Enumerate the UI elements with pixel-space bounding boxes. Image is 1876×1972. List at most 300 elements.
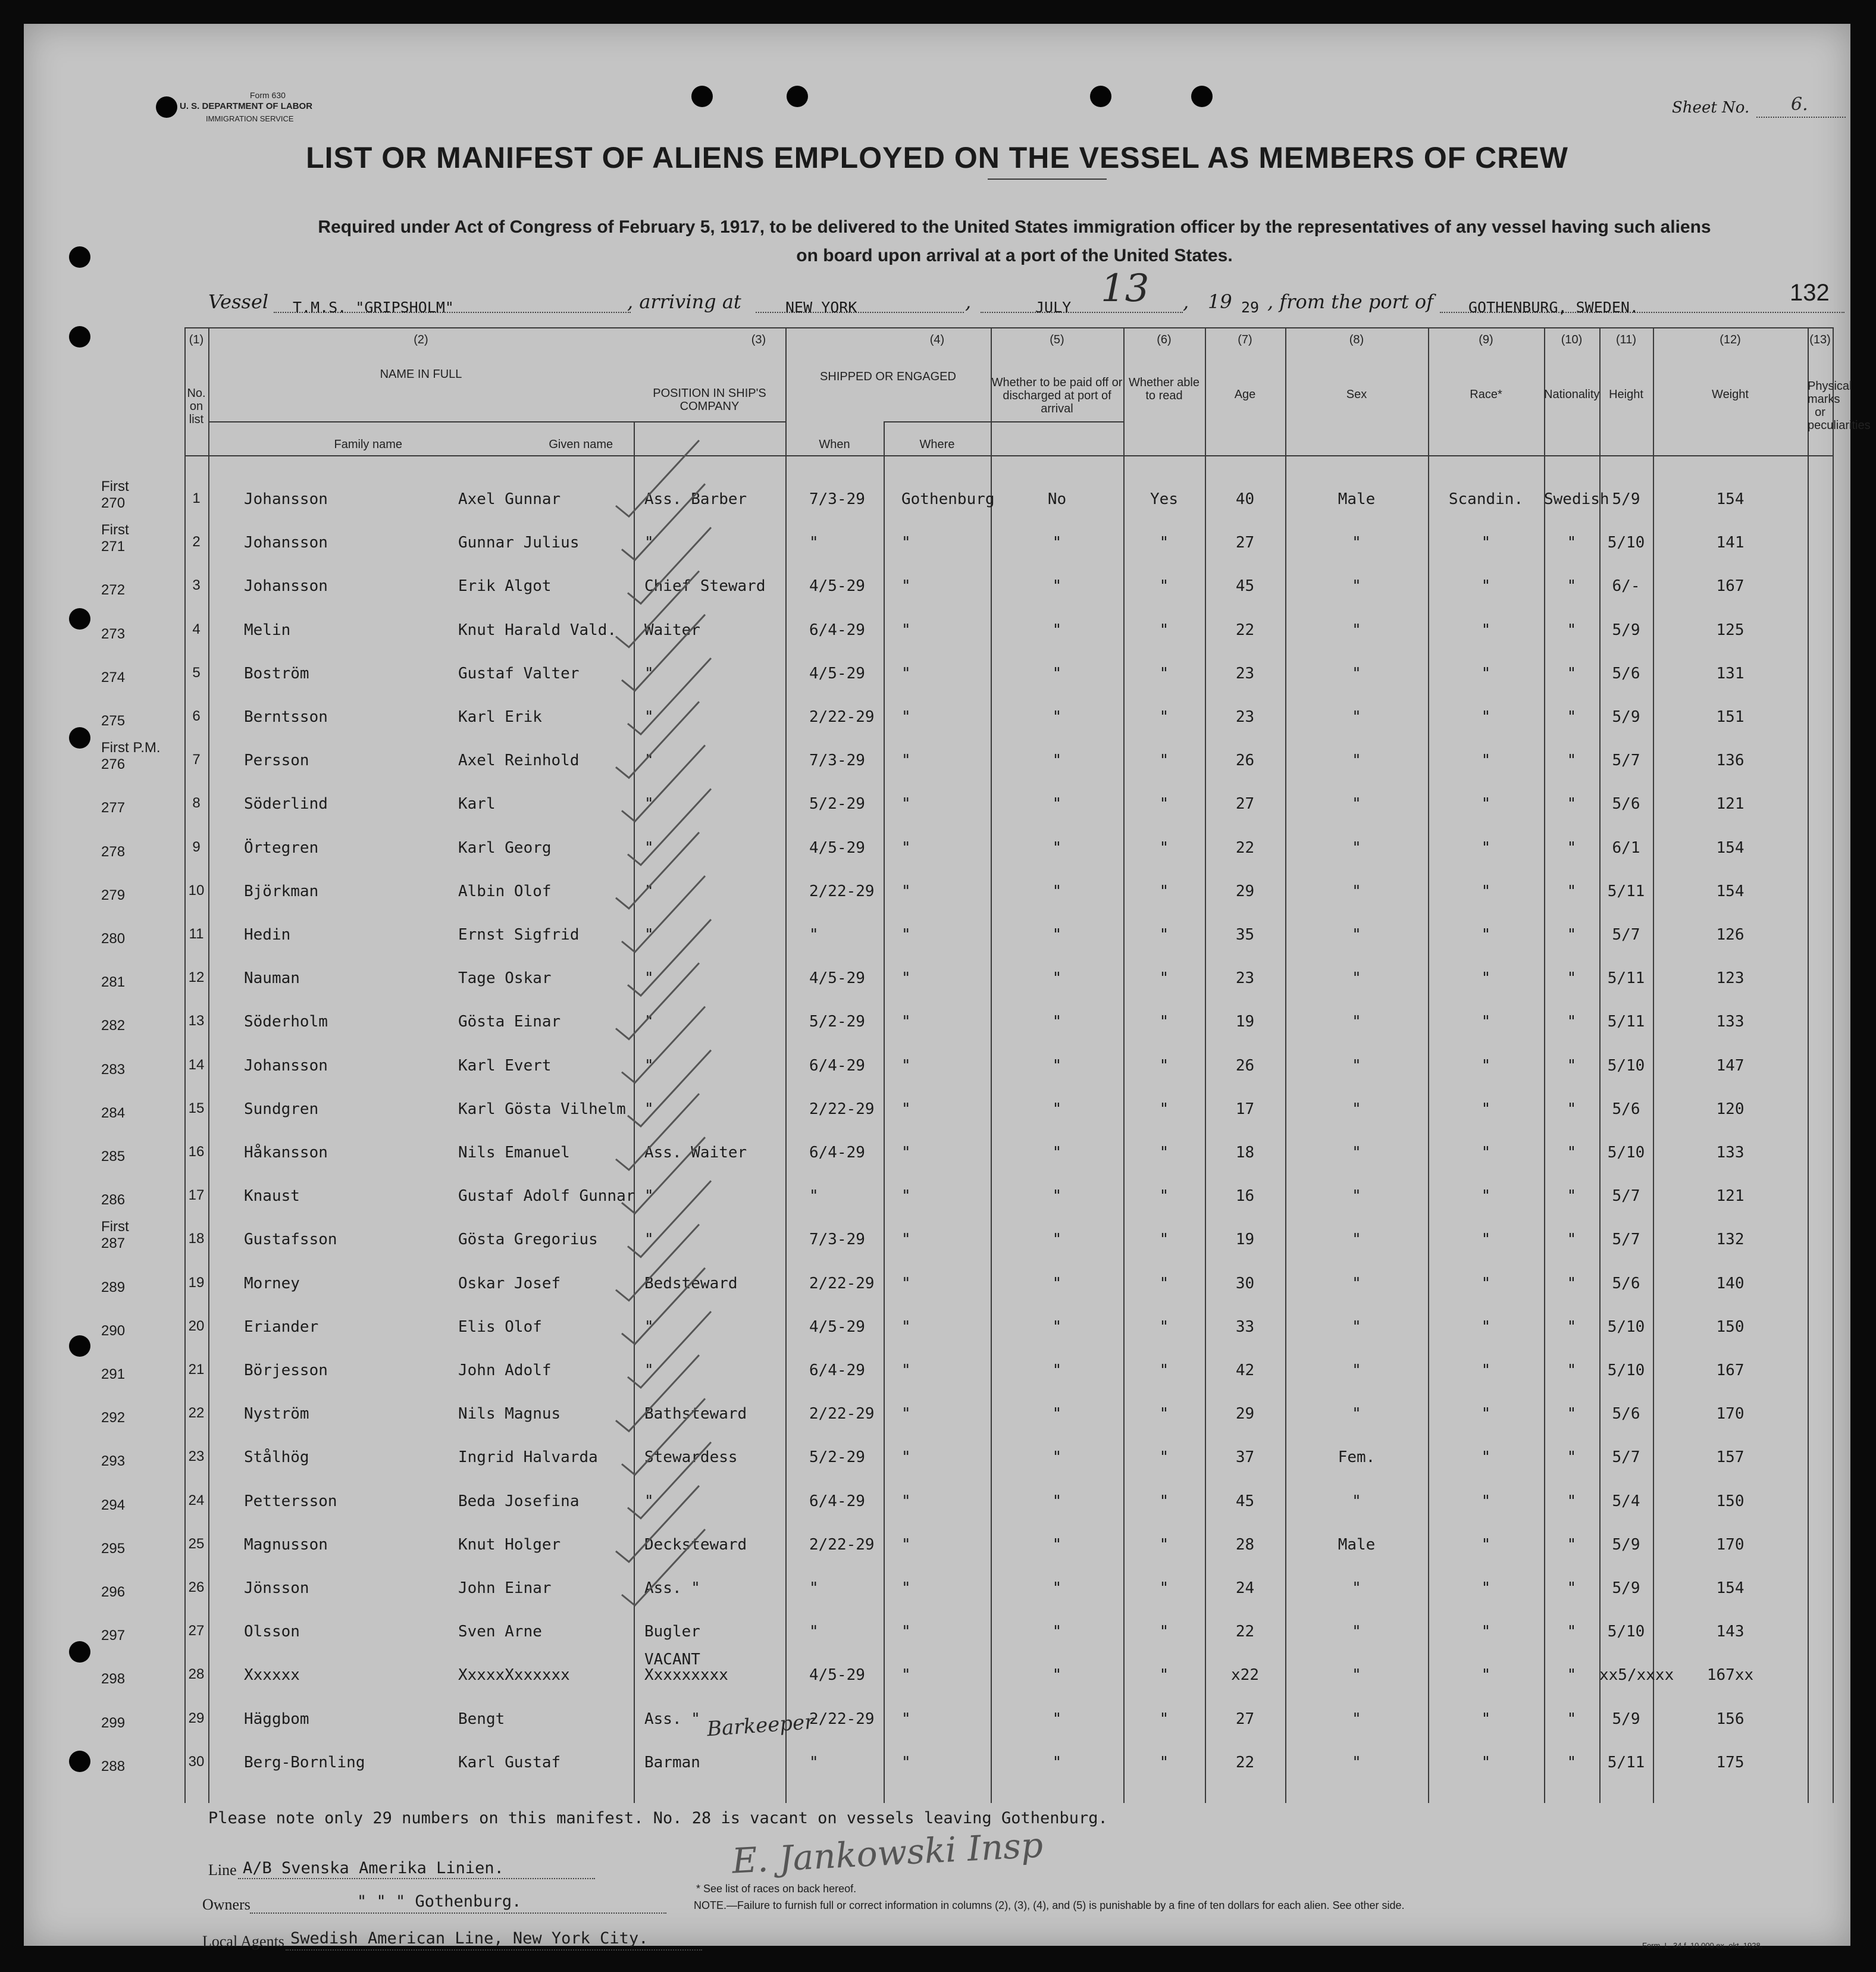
age: 28: [1235, 1535, 1255, 1554]
header-where: Where: [919, 438, 955, 451]
nationality: Swedish: [1544, 490, 1609, 508]
family-name: Söderholm: [244, 1013, 328, 1031]
header-paid-off: Whether to be paid off or discharged at port of arrival: [991, 376, 1123, 415]
nationality: ": [1567, 882, 1577, 900]
margin-number: 287: [101, 1235, 126, 1252]
margin-number: 274: [101, 669, 126, 685]
able-to-read: ": [1159, 708, 1169, 726]
height: 5/11: [1607, 969, 1645, 988]
given-name: Gösta Gregorius: [458, 1231, 598, 1249]
ship-position: ": [644, 1231, 654, 1249]
height: 5/9: [1612, 490, 1640, 508]
given-name: Ernst Sigfrid: [458, 926, 580, 944]
header-no-on-list: No. on list: [187, 387, 206, 426]
shipped-where: ": [901, 1710, 911, 1728]
nationality: ": [1567, 621, 1577, 639]
ship-position: ": [644, 969, 654, 988]
given-name: Karl Evert: [458, 1056, 552, 1075]
column-number: (13): [1809, 333, 1831, 346]
weight: 120: [1716, 1100, 1745, 1118]
nationality: ": [1567, 1535, 1577, 1554]
weight: 125: [1716, 621, 1745, 639]
family-name: Berntsson: [244, 708, 328, 726]
paid-off: ": [1052, 577, 1062, 596]
race: ": [1481, 664, 1491, 683]
sex: ": [1352, 1144, 1361, 1162]
margin-number: 288: [101, 1758, 126, 1774]
height: 5/11: [1607, 1753, 1645, 1771]
race: ": [1481, 1361, 1491, 1379]
able-to-read: ": [1159, 1579, 1169, 1597]
nationality: ": [1567, 1274, 1577, 1292]
nationality: ": [1567, 1013, 1577, 1031]
row-number: 7: [192, 752, 201, 768]
paid-off: ": [1052, 838, 1062, 857]
nationality: ": [1567, 752, 1577, 770]
sex: Male: [1338, 1535, 1376, 1554]
height: 5/6: [1612, 664, 1640, 683]
given-name: John Adolf: [458, 1361, 552, 1379]
margin-number: 291: [101, 1366, 126, 1382]
able-to-read: ": [1159, 1187, 1169, 1206]
sex: ": [1352, 577, 1361, 596]
header-physical-marks: Physical marks or peculiarities: [1808, 380, 1871, 432]
row-number: 6: [192, 708, 201, 724]
row-number: 23: [188, 1448, 205, 1465]
row-number: 15: [188, 1100, 205, 1116]
row-number: 24: [188, 1492, 205, 1508]
weight: 154: [1716, 882, 1745, 900]
race: ": [1481, 708, 1491, 726]
weight: 156: [1716, 1710, 1745, 1728]
inspector-signature: E. Jankowski Insp: [731, 1824, 1044, 1882]
column-number: (8): [1349, 333, 1364, 346]
punch-hole: [69, 727, 90, 749]
nationality: ": [1567, 1144, 1577, 1162]
weight: 141: [1716, 534, 1745, 552]
margin-number: 293: [101, 1453, 126, 1470]
paid-off: ": [1052, 1100, 1062, 1118]
shipped-when: 6/4-29: [809, 621, 865, 639]
nationality: ": [1567, 1623, 1577, 1641]
column-rule: [884, 421, 885, 1803]
nationality: ": [1567, 1056, 1577, 1075]
weight: 170: [1716, 1535, 1745, 1554]
weight: 133: [1716, 1013, 1745, 1031]
age: 26: [1235, 752, 1255, 770]
shipped-where: ": [901, 1492, 911, 1510]
header-height: Height: [1609, 388, 1643, 401]
height: 5/7: [1612, 1448, 1640, 1467]
column-rule: [1833, 327, 1834, 1803]
paid-off: ": [1052, 1710, 1062, 1728]
given-name: Elis Olof: [458, 1317, 542, 1336]
height: 5/9: [1612, 621, 1640, 639]
able-to-read: ": [1159, 1623, 1169, 1641]
paid-off: ": [1052, 1753, 1062, 1771]
paid-off: ": [1052, 1492, 1062, 1510]
nationality: ": [1567, 534, 1577, 552]
shipped-where: ": [901, 577, 911, 596]
paid-off: ": [1052, 1317, 1062, 1336]
race: ": [1481, 882, 1491, 900]
shipped-when: ": [809, 1753, 819, 1771]
sex: ": [1352, 1013, 1361, 1031]
nationality: ": [1567, 1710, 1577, 1728]
race: ": [1481, 926, 1491, 944]
sex: ": [1352, 534, 1361, 552]
age: 23: [1235, 664, 1255, 683]
weight: 154: [1716, 838, 1745, 857]
race: ": [1481, 1274, 1491, 1292]
sex: ": [1352, 1405, 1361, 1423]
weight: 154: [1716, 490, 1745, 508]
shipped-when: ": [809, 926, 819, 944]
sheet-label: Sheet No.: [1672, 99, 1750, 117]
paid-off: ": [1052, 1056, 1062, 1075]
header-age: Age: [1234, 388, 1256, 401]
nationality: ": [1567, 1753, 1577, 1771]
race: ": [1481, 1753, 1491, 1771]
nationality: ": [1567, 708, 1577, 726]
height: 5/9: [1612, 1710, 1640, 1728]
margin-number: 292: [101, 1410, 126, 1426]
shipped-where: ": [901, 969, 911, 988]
margin-number: 286: [101, 1192, 126, 1209]
height: 5/10: [1607, 1361, 1645, 1379]
check-mark: [616, 963, 699, 1039]
age: 33: [1235, 1317, 1255, 1336]
able-to-read: ": [1159, 1317, 1169, 1336]
given-name: Sven Arne: [458, 1623, 542, 1641]
given-name: Knut Holger: [458, 1535, 561, 1554]
header-family-name: Family name: [334, 438, 402, 451]
family-name: Nyström: [244, 1405, 309, 1423]
nationality: ": [1567, 577, 1577, 596]
nationality: ": [1567, 1666, 1577, 1685]
shipped-when: 2/22-29: [809, 1100, 875, 1118]
punch-hole: [69, 246, 90, 268]
row-number: 17: [188, 1187, 205, 1204]
ship-position: Ass. ": [644, 1710, 700, 1728]
arrival-month: JULY: [1035, 299, 1072, 316]
family-name: Örtegren: [244, 838, 319, 857]
age: 35: [1235, 926, 1255, 944]
shipped-when: 4/5-29: [809, 1317, 865, 1336]
race: ": [1481, 1448, 1491, 1467]
ship-position: Ass. Waiter: [644, 1144, 747, 1162]
height: 5/7: [1612, 1231, 1640, 1249]
row-number: 26: [188, 1579, 205, 1595]
weight: 167xx: [1706, 1666, 1754, 1685]
ship-position: Ass. ": [644, 1579, 700, 1597]
able-to-read: ": [1159, 664, 1169, 683]
ship-position: ": [644, 1100, 654, 1118]
able-to-read: Yes: [1150, 490, 1178, 508]
age: 18: [1235, 1144, 1255, 1162]
table-top-rule: [184, 327, 1833, 328]
height: 5/11: [1607, 1013, 1645, 1031]
row-number: 9: [192, 838, 201, 855]
race: ": [1481, 1666, 1491, 1685]
family-name: Häggbom: [244, 1710, 309, 1728]
given-name: Karl Gustaf: [458, 1753, 561, 1771]
height: 6/-: [1612, 577, 1640, 596]
weight: 167: [1716, 577, 1745, 596]
service-name: IMMIGRATION SERVICE: [206, 114, 294, 123]
able-to-read: ": [1159, 1274, 1169, 1292]
race: ": [1481, 795, 1491, 813]
sex: ": [1352, 1666, 1361, 1685]
arrival-year: 29: [1241, 299, 1260, 316]
owners-label: Owners: [202, 1896, 250, 1913]
nationality: ": [1567, 1231, 1577, 1249]
sex: ": [1352, 1623, 1361, 1641]
row-number: 29: [188, 1710, 205, 1726]
margin-number: 295: [101, 1540, 126, 1557]
shipped-where: ": [901, 1317, 911, 1336]
shipped-when: 4/5-29: [809, 577, 865, 596]
family-name: Hedin: [244, 926, 291, 944]
able-to-read: ": [1159, 1100, 1169, 1118]
family-name: Nauman: [244, 969, 300, 988]
sex: ": [1352, 1056, 1361, 1075]
height: 5/10: [1607, 1623, 1645, 1641]
family-name: Jönsson: [244, 1579, 309, 1597]
nationality: ": [1567, 1492, 1577, 1510]
family-name: Pettersson: [244, 1492, 337, 1510]
form-code: Form. L. 34 f. 10,000 ex. okt. 1928.: [1642, 1941, 1763, 1950]
sex: Male: [1338, 490, 1376, 508]
shipped-when: 5/2-29: [809, 1013, 865, 1031]
margin-number: 285: [101, 1148, 126, 1165]
margin-annotation: First: [101, 1219, 129, 1235]
subtitle-line: Required under Act of Congress of February 5, 1917, to be delivered to the United States immigration officer by the representatives of any vessel having such aliens: [318, 217, 1711, 237]
shipped-when: ": [809, 1579, 819, 1597]
note-text: —Failure to furnish full or correct information in columns (2), (3), (4), and (5) is punishable by a fine of ten dollars for each alien. See other side.: [726, 1899, 1405, 1911]
weight: 132: [1716, 1231, 1745, 1249]
paid-off: ": [1052, 1579, 1062, 1597]
ship-position: Bathsteward: [644, 1405, 747, 1423]
race: ": [1481, 1492, 1491, 1510]
column-rule: [1808, 327, 1809, 1803]
given-name: John Einar: [458, 1579, 552, 1597]
family-name: Berg-Bornling: [244, 1753, 365, 1771]
shipped-when: 2/22-29: [809, 1710, 875, 1728]
header-position: POSITION IN SHIP'S COMPANY: [653, 387, 766, 413]
shipped-where: Gothenburg: [901, 490, 995, 508]
paid-off: No: [1047, 490, 1067, 508]
weight: 170: [1716, 1405, 1745, 1423]
shipped-where: ": [901, 752, 911, 770]
paid-off: ": [1052, 1666, 1062, 1685]
margin-number: 271: [101, 539, 126, 555]
age: x22: [1231, 1666, 1259, 1685]
shipped-when: 6/4-29: [809, 1056, 865, 1075]
shipped-where: ": [901, 795, 911, 813]
margin-number: 284: [101, 1104, 126, 1121]
given-name: Gustaf Adolf Gunnar: [458, 1187, 635, 1206]
header-given-name: Given name: [549, 438, 613, 451]
margin-annotation: First P.M.: [101, 740, 161, 756]
nationality: ": [1567, 1100, 1577, 1118]
sex: ": [1352, 1753, 1361, 1771]
sex: ": [1352, 621, 1361, 639]
ship-position: ": [644, 534, 654, 552]
given-name: Axel Reinhold: [458, 752, 580, 770]
family-name: Boström: [244, 664, 309, 683]
shipped-where: ": [901, 1448, 911, 1467]
family-name: Olsson: [244, 1623, 300, 1641]
shipped-when: ": [809, 1623, 819, 1641]
race: ": [1481, 1100, 1491, 1118]
paid-off: ": [1052, 1187, 1062, 1206]
family-name: Johansson: [244, 490, 328, 508]
line-label: Line: [208, 1861, 237, 1879]
height: 5/9: [1612, 1579, 1640, 1597]
age: 29: [1235, 1405, 1255, 1423]
ship-position: ": [644, 1187, 654, 1206]
race: ": [1481, 1056, 1491, 1075]
row-number: 3: [192, 577, 201, 594]
able-to-read: ": [1159, 1710, 1169, 1728]
shipped-when: ": [809, 534, 819, 552]
race: ": [1481, 1013, 1491, 1031]
punch-hole: [69, 608, 90, 630]
sex: ": [1352, 926, 1361, 944]
sex: ": [1352, 1361, 1361, 1379]
family-name: Stålhög: [244, 1448, 309, 1467]
family-name: Knaust: [244, 1187, 300, 1206]
row-number: 12: [188, 969, 205, 986]
sex: ": [1352, 752, 1361, 770]
ship-position: Chief Steward: [644, 577, 766, 596]
punch-hole: [69, 1641, 90, 1663]
column-number: (11): [1615, 333, 1637, 346]
sex: ": [1352, 1579, 1361, 1597]
shipped-where: ": [901, 882, 911, 900]
subheader-rule: [884, 421, 1123, 422]
age: 30: [1235, 1274, 1255, 1292]
nationality: ": [1567, 926, 1577, 944]
family-name: Eriander: [244, 1317, 319, 1336]
weight: 167: [1716, 1361, 1745, 1379]
sex: ": [1352, 969, 1361, 988]
ship-position: Xxxxxxxxx: [644, 1666, 728, 1685]
row-number: 10: [188, 882, 205, 899]
height: 5/10: [1607, 1056, 1645, 1075]
shipped-when: 2/22-29: [809, 1274, 875, 1292]
ship-position: ": [644, 1013, 654, 1031]
paid-off: ": [1052, 1361, 1062, 1379]
ship-position: ": [644, 1056, 654, 1075]
column-number: (6): [1157, 333, 1172, 346]
race: ": [1481, 1187, 1491, 1206]
able-to-read: ": [1159, 838, 1169, 857]
family-name: Björkman: [244, 882, 319, 900]
row-number: 11: [189, 926, 204, 942]
race: ": [1481, 1144, 1491, 1162]
check-mark: [616, 832, 699, 909]
row-number: 14: [188, 1056, 205, 1073]
shipped-when: 4/5-29: [809, 1666, 865, 1685]
vessel-label: Vessel: [208, 290, 269, 313]
paid-off: ": [1052, 621, 1062, 639]
column-number: (9): [1479, 333, 1493, 346]
penalty-note: [694, 1899, 1405, 1912]
punch-hole: [691, 86, 713, 107]
check-mark: [628, 1181, 711, 1257]
row-number: 22: [188, 1405, 205, 1422]
shipped-where: ": [901, 838, 911, 857]
page-subtitle: [202, 213, 1827, 270]
race: ": [1481, 1317, 1491, 1336]
family-name: Söderlind: [244, 795, 328, 813]
paid-off: ": [1052, 1405, 1062, 1423]
sex: ": [1352, 664, 1361, 683]
weight: 131: [1716, 664, 1745, 683]
family-name: Håkansson: [244, 1144, 328, 1162]
shipped-where: ": [901, 1666, 911, 1685]
age: 37: [1235, 1448, 1255, 1467]
race: ": [1481, 1710, 1491, 1728]
age: 22: [1235, 1623, 1255, 1641]
weight: 150: [1716, 1317, 1745, 1336]
ship-position: Stewardess: [644, 1448, 738, 1467]
check-mark: [628, 1050, 711, 1126]
sheet-number: 6.: [1791, 94, 1808, 115]
paid-off: ": [1052, 708, 1062, 726]
departure-port: GOTHENBURG, SWEDEN.: [1468, 299, 1639, 316]
age: 26: [1235, 1056, 1255, 1075]
row-number: 20: [188, 1317, 205, 1334]
given-name: Karl: [458, 795, 496, 813]
race: ": [1481, 1579, 1491, 1597]
race: ": [1481, 577, 1491, 596]
family-name: Börjesson: [244, 1361, 328, 1379]
given-name: Beda Josefina: [458, 1492, 580, 1510]
family-name: Melin: [244, 621, 291, 639]
ship-position: ": [644, 664, 654, 683]
given-name: Gösta Einar: [458, 1013, 561, 1031]
margin-number: 298: [101, 1671, 126, 1688]
age: 23: [1235, 708, 1255, 726]
height: 5/10: [1607, 1144, 1645, 1162]
height: 5/7: [1612, 926, 1640, 944]
margin-number: 299: [101, 1714, 126, 1731]
age: 27: [1235, 1710, 1255, 1728]
ship-position: ": [644, 1492, 654, 1510]
ship-position: ": [644, 1317, 654, 1336]
given-name: Karl Gösta Vilhelm: [458, 1100, 626, 1118]
age: 27: [1235, 534, 1255, 552]
shipped-where: ": [901, 1100, 911, 1118]
owners-value: " " " Gothenburg.: [357, 1892, 522, 1911]
row-number: 19: [188, 1274, 205, 1291]
paid-off: ": [1052, 1623, 1062, 1641]
ship-position: ": [644, 795, 654, 813]
margin-number: 290: [101, 1322, 126, 1339]
given-name: Albin Olof: [458, 882, 552, 900]
able-to-read: ": [1159, 1448, 1169, 1467]
vessel-name: T.M.S. "GRIPSHOLM": [293, 299, 454, 316]
able-to-read: ": [1159, 926, 1169, 944]
row-number: 8: [192, 795, 201, 812]
shipped-when: 7/3-29: [809, 490, 865, 508]
shipped-when: 2/22-29: [809, 708, 875, 726]
punch-hole: [69, 326, 90, 348]
shipped-when: 5/2-29: [809, 1448, 865, 1467]
